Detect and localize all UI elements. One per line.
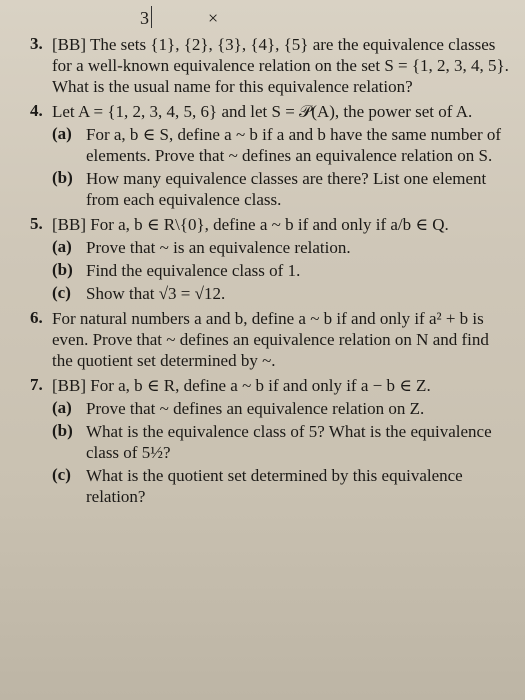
problem-part	[52, 283, 510, 304]
problem-item	[30, 214, 510, 304]
problem-part	[52, 124, 510, 166]
fragment-number: 3	[140, 8, 149, 28]
part-text: How many equivalence classes are there? List one element from each equivalence class.	[86, 169, 487, 209]
problem-part	[52, 421, 510, 463]
part-label: (a)	[52, 398, 72, 417]
page-top-fragment	[140, 6, 219, 29]
problem-parts	[52, 398, 510, 507]
part-text: For a, b ∈ S, define a ~ b if a and b have the same number of elements. Prove that ~ defines an equivalence relation on S.	[86, 125, 502, 165]
problem-text: [BB] The sets {1}, {2}, {3}, {4}, {5} are the equivalence classes for a well-known equivalence relation on the set S = {1, 2, 3, 4, 5}. What is the usual name for this equivalence relation?	[52, 35, 509, 96]
problem-text: [BB] For a, b ∈ R, define a ~ b if and only if a − b ∈ Z.	[52, 376, 431, 395]
problem-parts	[52, 124, 510, 210]
part-label: (b)	[52, 421, 73, 440]
part-label: (c)	[52, 283, 71, 302]
problem-number: 6.	[30, 308, 43, 327]
problem-item	[30, 34, 510, 97]
problem-number: 4.	[30, 101, 43, 120]
problem-part	[52, 237, 510, 258]
problem-item	[30, 101, 510, 210]
part-label: (a)	[52, 124, 72, 143]
problem-text: For natural numbers a and b, define a ~ b if and only if a² + b is even. Prove that ~ defines an equivalence relation on N and find the quotient set determined by ~.	[52, 309, 489, 370]
part-text: What is the equivalence class of 5? What is the equivalence class of 5½?	[86, 422, 492, 462]
problem-part	[52, 465, 510, 507]
fragment-divider	[151, 6, 152, 28]
part-label: (b)	[52, 168, 73, 187]
fragment-mark: ×	[208, 8, 219, 28]
part-label: (b)	[52, 260, 73, 279]
part-label: (c)	[52, 465, 71, 484]
problem-item	[30, 308, 510, 371]
part-text: Prove that ~ is an equivalence relation.	[86, 238, 351, 257]
part-text: Prove that ~ defines an equivalence relation on Z.	[86, 399, 425, 418]
part-text: Show that √3 = √12.	[86, 284, 226, 303]
part-label: (a)	[52, 237, 72, 256]
problem-number: 7.	[30, 375, 43, 394]
problem-text: Let A = {1, 2, 3, 4, 5, 6} and let S = 𝒫(A), the power set of A.	[52, 102, 473, 121]
problem-part	[52, 168, 510, 210]
problem-list	[30, 34, 510, 511]
problem-text: [BB] For a, b ∈ R\{0}, define a ~ b if and only if a/b ∈ Q.	[52, 215, 449, 234]
part-text: What is the quotient set determined by this equivalence relation?	[86, 466, 463, 506]
part-text: Find the equivalence class of 1.	[86, 261, 301, 280]
problem-item	[30, 375, 510, 507]
problem-part	[52, 398, 510, 419]
problem-parts	[52, 237, 510, 304]
problem-number: 5.	[30, 214, 43, 233]
problem-number: 3.	[30, 34, 43, 53]
problem-part	[52, 260, 510, 281]
